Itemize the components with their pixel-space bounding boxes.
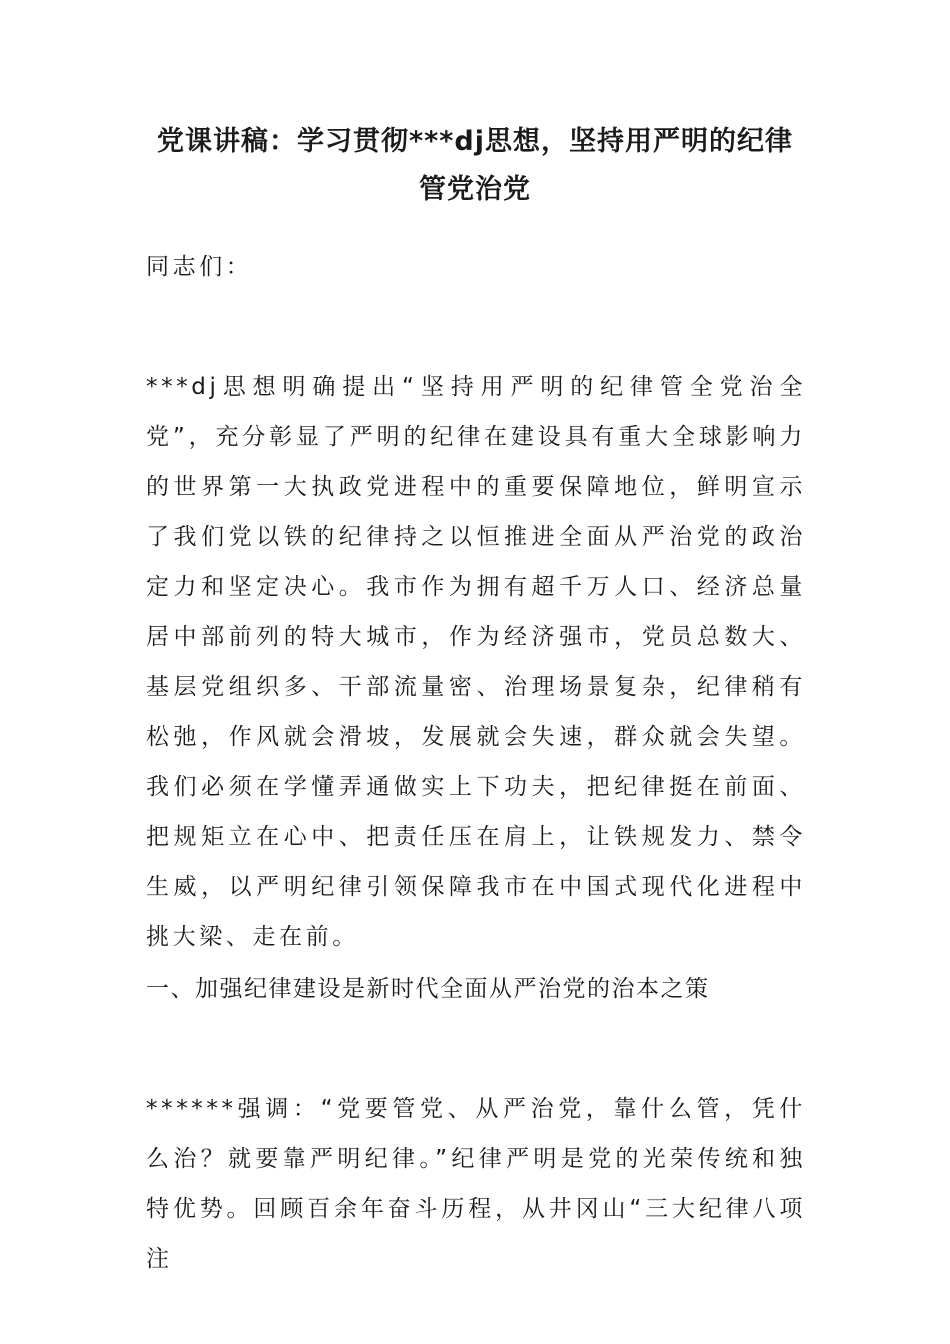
document-title xyxy=(120,118,830,214)
body-paragraph-2: ******强调：“党要管党、从严治党，靠什么管，凭什么治？就要靠严明纪律。”纪律严明是党的光荣传统和独特优势。回顾百余年奋斗历程，从井冈山“三大纪律八项注 xyxy=(146,1096,806,1272)
body-paragraph-1: ***dj思想明确提出“坚持用严明的纪律管全党治全党”，充分彰显了严明的纪律在建设具有重大全球影响力的世界第一大执政党进程中的重要保障地位，鲜明宣示了我们党以铁的纪律持之以恒推进全面从严治党的政治定力和坚定决心。我市作为拥有超千万人口、经济总量居中部前列的特大城市，作为经济强市，党员总数大、基层党组织多、干部流量密、治理场景复杂，纪律稍有松弛，作风就会滑坡，发展就会失速，群众就会失望。我们必须在学懂弄通做实上下功夫，把纪律挺在前面、把规矩立在心中、把责任压在肩上，让铁规发力、禁令生威，以严明纪律引领保障我市在中国式现代化进程中挑大梁、走在前。 xyxy=(146,374,806,950)
section-heading-1: 一、加强纪律建设是新时代全面从严治党的治本之策 xyxy=(146,976,710,1002)
title-line-2: 管党治党 xyxy=(419,174,531,205)
salutation: 同志们： xyxy=(146,254,253,280)
title-line-1: 党课讲稿：学习贯彻***dj思想，坚持用严明的纪律 xyxy=(157,126,793,157)
